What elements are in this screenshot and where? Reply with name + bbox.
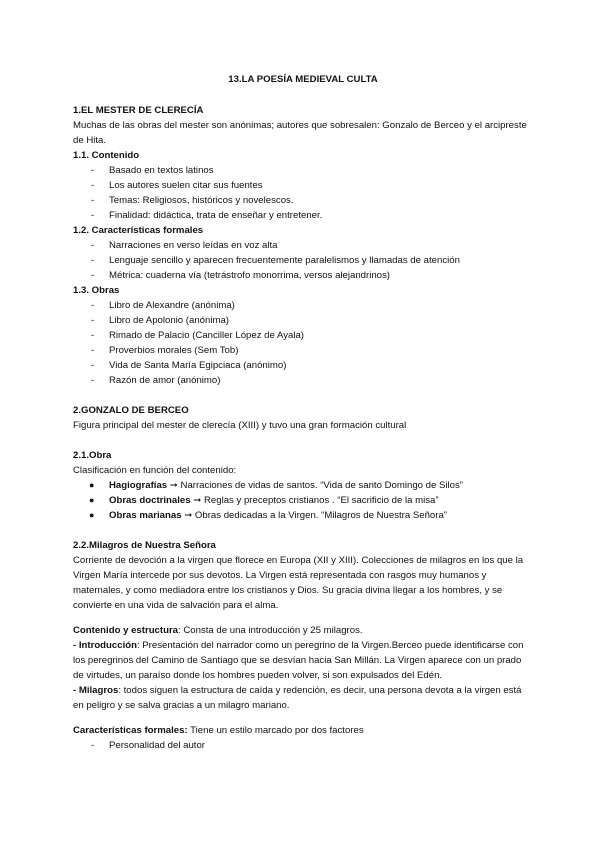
item-label: Hagiografías [109, 480, 168, 491]
section-1-2-heading: 1.2. Características formales [73, 225, 204, 236]
list-item: - Proverbios morales (Sem Tob) [73, 343, 533, 358]
section-2-heading: 2.GONZALO DE BERCEO [73, 405, 189, 416]
obra-intro: Clasificación en función del contenido: [73, 465, 237, 476]
list-item: - Métrica: cuaderna vía (tetrástrofo monorrima, versos alejandrinos) [73, 268, 533, 283]
introduccion-paragraph [73, 638, 533, 683]
caracteristicas-paragraph [73, 723, 533, 738]
list-item: - Lenguaje sencillo y aparecen frecuentemente paralelismos y llamadas de atención [73, 253, 533, 268]
factores-list [73, 738, 533, 753]
list-item: - Razón de amor (anónimo) [73, 373, 533, 388]
caracteristicas-list [73, 238, 533, 283]
section-1-heading: 1.EL MESTER DE CLERECÍA [73, 105, 204, 116]
milagros-label: - Milagros [73, 685, 119, 696]
caracteristicas-label: Características formales: [73, 725, 188, 736]
section-2-intro: Figura principal del mester de clerecía (XIII) y tuvo una gran formación cultural [73, 420, 407, 431]
contenido-list [73, 163, 533, 223]
obra-list [73, 478, 533, 523]
milagros-text: : todos siguen la estructura de caída y redención, es decir, una persona devota a la virgen está en peligro y se salva gracias a un milagro mariano. [73, 685, 522, 711]
item-text: Narraciones de vidas de santos. “Vida de santo Domingo de Silos” [180, 480, 463, 491]
item-label: Obras marianas [109, 510, 182, 521]
contenido-label: Contenido y estructura [73, 625, 179, 636]
item-label: Obras doctrinales [109, 495, 191, 506]
section-2-2-heading: 2.2.Milagros de Nuestra Señora [73, 540, 216, 551]
list-item: - Los autores suelen citar sus fuentes [73, 178, 533, 193]
section-1-3-heading: 1.3. Obras [73, 285, 120, 296]
section-1-1-heading: 1.1. Contenido [73, 150, 140, 161]
list-item [73, 493, 533, 508]
document-page [73, 72, 533, 753]
item-text: Reglas y preceptos cristianos . “El sacrificio de la misa” [203, 495, 439, 506]
introduccion-text: : Presentación del narrador como un peregrino de la Virgen.Berceo puede identificarse con los peregrinos del Camino de Santiago que se desvían hacia San Millán. La Virgen aparece con un prado de virtudes, un paraíso donde los hombres pueden volver, si son expulsados del Edén. [73, 640, 524, 681]
list-item: - Vida de Santa María Egipciaca (anónimo) [73, 358, 533, 373]
caracteristicas-text: Tiene un estilo marcado por dos factores [187, 725, 364, 736]
list-item: - Libro de Alexandre (anónima) [73, 298, 533, 313]
list-item: - Narraciones en verso leídas en voz alta [73, 238, 533, 253]
milagros-intro: Corriente de devoción a la virgen que florece en Europa (XII y XIII). Colecciones de milagros en los que la Virgen María intercede por sus devotos. La Virgen está representada con rasgos muy humanos y maternales, y como mediadora entre los cristianos y Dios. Su gracia divina llegar a los hombres, y se convierte en una vida de salvación para el alma. [73, 555, 524, 611]
list-item: - Basado en textos latinos [73, 163, 533, 178]
list-item: - Rimado de Palacio (Canciller López de Ayala) [73, 328, 533, 343]
list-item: - Finalidad: didáctica, trata de enseñar y entretener. [73, 208, 533, 223]
section-2-1-heading: 2.1.Obra [73, 450, 112, 461]
list-item: - Personalidad del autor [73, 738, 533, 753]
arrow-icon: ➞ [169, 480, 181, 491]
contenido-paragraph [73, 623, 533, 638]
arrow-icon: ➞ [184, 510, 195, 521]
contenido-text: : Consta de una introducción y 25 milagros. [178, 625, 363, 636]
arrow-icon: ➞ [193, 495, 204, 506]
obras-list [73, 298, 533, 388]
bullet-icon: ● [89, 495, 95, 505]
bullet-icon: ● [89, 480, 95, 490]
list-item: - Temas: Religiosos, históricos y novelescos. [73, 193, 533, 208]
bullet-icon: ● [89, 510, 95, 520]
list-item [73, 478, 533, 493]
section-1-intro: Muchas de las obras del mester son anónimas; autores que sobresalen: Gonzalo de Berceo y el arcipreste de Hita. [73, 120, 527, 146]
list-item [73, 508, 533, 523]
page-title: 13.LA POESÍA MEDIEVAL CULTA [228, 74, 378, 85]
item-text: Obras dedicadas a la Virgen. “Milagros de Nuestra Señora” [194, 510, 447, 521]
list-item: - Libro de Apolonio (anónima) [73, 313, 533, 328]
milagros-paragraph [73, 683, 533, 713]
introduccion-label: - Introducción [73, 640, 137, 651]
